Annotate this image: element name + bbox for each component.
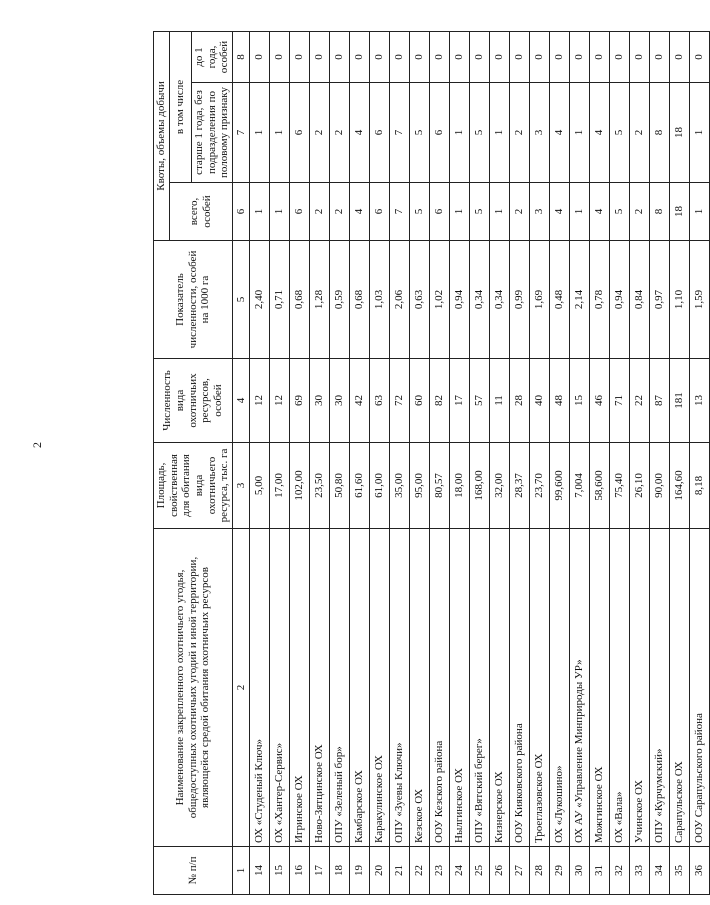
cell-name: ОПУ «Вятский берег» xyxy=(469,529,489,847)
table-row xyxy=(409,31,429,894)
cell-num: 24 xyxy=(449,847,469,895)
cell-total: 6 xyxy=(429,183,449,241)
cell-older: 4 xyxy=(349,83,369,183)
cell-count: 40 xyxy=(529,359,549,443)
cell-name: Игринское ОХ xyxy=(289,529,309,847)
col-index: 7 xyxy=(232,83,249,183)
cell-name: ОХ «Лукошино» xyxy=(549,529,569,847)
cell-younger: 0 xyxy=(269,31,289,82)
cell-younger: 0 xyxy=(629,31,649,82)
header-including: в том числе xyxy=(169,31,191,182)
cell-count: 30 xyxy=(309,359,329,443)
header-younger: до 1 года, особей xyxy=(191,31,232,82)
cell-density: 2,14 xyxy=(569,241,589,359)
cell-total: 8 xyxy=(649,183,669,241)
header-name: Наименование закрепленного охотничьего угодья, общедоступных охотничьих угодий и иной территории, являющейся средой обитания охотничьих ресурсов xyxy=(154,529,233,847)
cell-area: 50,80 xyxy=(329,443,349,529)
cell-younger: 0 xyxy=(609,31,629,82)
cell-younger: 0 xyxy=(329,31,349,82)
cell-count: 15 xyxy=(569,359,589,443)
cell-older: 1 xyxy=(689,83,709,183)
cell-total: 6 xyxy=(369,183,389,241)
cell-name: Учинское ОХ xyxy=(629,529,649,847)
cell-area: 164,60 xyxy=(669,443,689,529)
cell-name: ООУ Кияковского района xyxy=(509,529,529,847)
header-count: Численность вида охотничьих ресурсов, особей xyxy=(154,359,233,443)
cell-area: 5,00 xyxy=(249,443,269,529)
cell-name: ОХ «Хантер-Сервис» xyxy=(269,529,289,847)
quota-table xyxy=(153,31,710,895)
rotated-table-container xyxy=(153,32,706,895)
cell-num: 31 xyxy=(589,847,609,895)
cell-name: Кезское ОХ xyxy=(409,529,429,847)
cell-older: 5 xyxy=(409,83,429,183)
cell-density: 0,63 xyxy=(409,241,429,359)
cell-num: 19 xyxy=(349,847,369,895)
cell-area: 23,50 xyxy=(309,443,329,529)
table-row xyxy=(489,31,509,894)
cell-younger: 0 xyxy=(289,31,309,82)
cell-count: 48 xyxy=(549,359,569,443)
cell-older: 5 xyxy=(469,83,489,183)
cell-count: 46 xyxy=(589,359,609,443)
cell-density: 2,06 xyxy=(389,241,409,359)
cell-count: 63 xyxy=(369,359,389,443)
cell-num: 33 xyxy=(629,847,649,895)
cell-name: ООУ Кезского района xyxy=(429,529,449,847)
cell-total: 2 xyxy=(309,183,329,241)
cell-area: 23,70 xyxy=(529,443,549,529)
cell-younger: 0 xyxy=(589,31,609,82)
cell-name: ОПУ «Курчумский» xyxy=(649,529,669,847)
cell-older: 18 xyxy=(669,83,689,183)
cell-younger: 0 xyxy=(569,31,589,82)
table-body xyxy=(232,31,709,894)
table-row xyxy=(689,31,709,894)
cell-density: 1,28 xyxy=(309,241,329,359)
cell-count: 69 xyxy=(289,359,309,443)
cell-count: 11 xyxy=(489,359,509,443)
cell-younger: 0 xyxy=(649,31,669,82)
cell-count: 87 xyxy=(649,359,669,443)
cell-area: 61,60 xyxy=(349,443,369,529)
header-area: Площадь, свойственная для обитания вида охотничьего ресурса, тыс. га xyxy=(154,443,233,529)
cell-total: 2 xyxy=(509,183,529,241)
cell-older: 1 xyxy=(249,83,269,183)
cell-total: 5 xyxy=(469,183,489,241)
table-row xyxy=(649,31,669,894)
cell-count: 71 xyxy=(609,359,629,443)
col-index: 4 xyxy=(232,359,249,443)
cell-density: 1,10 xyxy=(669,241,689,359)
cell-total: 3 xyxy=(529,183,549,241)
table-row xyxy=(629,31,649,894)
table-row xyxy=(269,31,289,894)
cell-density: 0,78 xyxy=(589,241,609,359)
col-index: 1 xyxy=(232,847,249,895)
cell-area: 90,00 xyxy=(649,443,669,529)
cell-name: Сарапульское ОХ xyxy=(669,529,689,847)
cell-count: 12 xyxy=(269,359,289,443)
cell-name: Можгинское ОХ xyxy=(589,529,609,847)
cell-num: 21 xyxy=(389,847,409,895)
header-older: старше 1 года, без подразделения по половому признаку xyxy=(191,83,232,183)
table-row xyxy=(549,31,569,894)
cell-younger: 0 xyxy=(469,31,489,82)
cell-count: 57 xyxy=(469,359,489,443)
cell-older: 1 xyxy=(569,83,589,183)
cell-name: Каракулинское ОХ xyxy=(369,529,389,847)
cell-older: 4 xyxy=(549,83,569,183)
cell-older: 2 xyxy=(509,83,529,183)
cell-name: Камбарское ОХ xyxy=(349,529,369,847)
table-row xyxy=(249,31,269,894)
cell-density: 1,03 xyxy=(369,241,389,359)
cell-area: 7,004 xyxy=(569,443,589,529)
cell-older: 4 xyxy=(589,83,609,183)
cell-num: 34 xyxy=(649,847,669,895)
cell-name: ОПУ «Зуевы Ключи» xyxy=(389,529,409,847)
cell-count: 17 xyxy=(449,359,469,443)
cell-older: 1 xyxy=(489,83,509,183)
cell-total: 1 xyxy=(449,183,469,241)
cell-count: 30 xyxy=(329,359,349,443)
table-row xyxy=(529,31,549,894)
cell-num: 25 xyxy=(469,847,489,895)
cell-younger: 0 xyxy=(429,31,449,82)
cell-density: 1,69 xyxy=(529,241,549,359)
cell-area: 99,600 xyxy=(549,443,569,529)
table-row xyxy=(669,31,689,894)
cell-density: 0,34 xyxy=(469,241,489,359)
cell-density: 0,99 xyxy=(509,241,529,359)
cell-density: 0,94 xyxy=(609,241,629,359)
col-index: 3 xyxy=(232,443,249,529)
cell-younger: 0 xyxy=(409,31,429,82)
cell-num: 35 xyxy=(669,847,689,895)
cell-count: 22 xyxy=(629,359,649,443)
cell-name: ОХ «Вала» xyxy=(609,529,629,847)
header-density: Показатель численности, особей на 1000 га xyxy=(154,241,233,359)
cell-area: 102,00 xyxy=(289,443,309,529)
cell-total: 1 xyxy=(689,183,709,241)
table-row xyxy=(309,31,329,894)
cell-density: 1,02 xyxy=(429,241,449,359)
cell-older: 6 xyxy=(429,83,449,183)
cell-density: 0,71 xyxy=(269,241,289,359)
cell-older: 8 xyxy=(649,83,669,183)
cell-name: Нылгинское ОХ xyxy=(449,529,469,847)
cell-older: 2 xyxy=(629,83,649,183)
cell-num: 27 xyxy=(509,847,529,895)
cell-area: 168,00 xyxy=(469,443,489,529)
cell-total: 18 xyxy=(669,183,689,241)
cell-density: 0,94 xyxy=(449,241,469,359)
cell-count: 42 xyxy=(349,359,369,443)
cell-total: 7 xyxy=(389,183,409,241)
cell-num: 23 xyxy=(429,847,449,895)
cell-num: 28 xyxy=(529,847,549,895)
cell-count: 60 xyxy=(409,359,429,443)
cell-density: 2,40 xyxy=(249,241,269,359)
cell-older: 6 xyxy=(369,83,389,183)
cell-total: 1 xyxy=(569,183,589,241)
cell-area: 26,10 xyxy=(629,443,649,529)
cell-older: 2 xyxy=(309,83,329,183)
cell-area: 61,00 xyxy=(369,443,389,529)
cell-num: 14 xyxy=(249,847,269,895)
cell-younger: 0 xyxy=(309,31,329,82)
cell-count: 12 xyxy=(249,359,269,443)
header-total: всего, особей xyxy=(169,183,232,241)
cell-area: 95,00 xyxy=(409,443,429,529)
cell-total: 1 xyxy=(249,183,269,241)
cell-area: 35,00 xyxy=(389,443,409,529)
cell-younger: 0 xyxy=(549,31,569,82)
cell-density: 0,34 xyxy=(489,241,509,359)
cell-older: 3 xyxy=(529,83,549,183)
cell-younger: 0 xyxy=(389,31,409,82)
table-row xyxy=(289,31,309,894)
cell-area: 8,18 xyxy=(689,443,709,529)
cell-total: 5 xyxy=(609,183,629,241)
cell-density: 0,68 xyxy=(349,241,369,359)
col-index: 6 xyxy=(232,183,249,241)
cell-num: 16 xyxy=(289,847,309,895)
col-index: 5 xyxy=(232,241,249,359)
cell-younger: 0 xyxy=(449,31,469,82)
cell-area: 80,57 xyxy=(429,443,449,529)
cell-count: 82 xyxy=(429,359,449,443)
cell-total: 2 xyxy=(329,183,349,241)
cell-total: 4 xyxy=(589,183,609,241)
cell-younger: 0 xyxy=(489,31,509,82)
cell-name: ООУ Сарапульского района xyxy=(689,529,709,847)
cell-younger: 0 xyxy=(369,31,389,82)
cell-total: 4 xyxy=(349,183,369,241)
table-row xyxy=(429,31,449,894)
cell-total: 5 xyxy=(409,183,429,241)
cell-num: 17 xyxy=(309,847,329,895)
header-quota: Квоты, объемы добычи xyxy=(154,31,170,240)
cell-total: 2 xyxy=(629,183,649,241)
table-row xyxy=(449,31,469,894)
cell-total: 1 xyxy=(269,183,289,241)
cell-num: 15 xyxy=(269,847,289,895)
table-row xyxy=(369,31,389,894)
cell-older: 2 xyxy=(329,83,349,183)
column-index-row xyxy=(232,31,249,894)
table-row xyxy=(349,31,369,894)
cell-total: 4 xyxy=(549,183,569,241)
cell-density: 0,59 xyxy=(329,241,349,359)
col-index: 2 xyxy=(232,529,249,847)
cell-area: 58,600 xyxy=(589,443,609,529)
cell-name: Кизнерское ОХ xyxy=(489,529,509,847)
cell-num: 18 xyxy=(329,847,349,895)
table-row xyxy=(589,31,609,894)
table-row xyxy=(389,31,409,894)
cell-num: 32 xyxy=(609,847,629,895)
cell-area: 18,00 xyxy=(449,443,469,529)
cell-density: 0,84 xyxy=(629,241,649,359)
cell-density: 1,59 xyxy=(689,241,709,359)
cell-name: ОХ «Студеный Ключ» xyxy=(249,529,269,847)
cell-younger: 0 xyxy=(349,31,369,82)
cell-num: 30 xyxy=(569,847,589,895)
table-row xyxy=(569,31,589,894)
cell-area: 75,40 xyxy=(609,443,629,529)
cell-older: 1 xyxy=(449,83,469,183)
cell-younger: 0 xyxy=(689,31,709,82)
cell-total: 1 xyxy=(489,183,509,241)
cell-older: 1 xyxy=(269,83,289,183)
cell-name: Троеглазовское ОХ xyxy=(529,529,549,847)
cell-count: 72 xyxy=(389,359,409,443)
cell-older: 6 xyxy=(289,83,309,183)
cell-younger: 0 xyxy=(509,31,529,82)
cell-younger: 0 xyxy=(249,31,269,82)
cell-num: 29 xyxy=(549,847,569,895)
table-row xyxy=(509,31,529,894)
table-row xyxy=(609,31,629,894)
col-index: 8 xyxy=(232,31,249,82)
cell-num: 20 xyxy=(369,847,389,895)
cell-num: 26 xyxy=(489,847,509,895)
cell-name: Ново-Зятцинское ОХ xyxy=(309,529,329,847)
cell-density: 0,68 xyxy=(289,241,309,359)
cell-area: 28,37 xyxy=(509,443,529,529)
cell-name: ОПУ «Зеленый бор» xyxy=(329,529,349,847)
cell-density: 0,97 xyxy=(649,241,669,359)
cell-younger: 0 xyxy=(529,31,549,82)
cell-area: 17,00 xyxy=(269,443,289,529)
cell-count: 28 xyxy=(509,359,529,443)
cell-density: 0,48 xyxy=(549,241,569,359)
cell-num: 36 xyxy=(689,847,709,895)
page-number: 2 xyxy=(30,442,44,448)
cell-count: 181 xyxy=(669,359,689,443)
cell-total: 6 xyxy=(289,183,309,241)
table-row xyxy=(469,31,489,894)
header-num: № п/п xyxy=(154,847,233,895)
cell-area: 32,00 xyxy=(489,443,509,529)
cell-count: 13 xyxy=(689,359,709,443)
cell-older: 7 xyxy=(389,83,409,183)
table-row xyxy=(329,31,349,894)
cell-older: 5 xyxy=(609,83,629,183)
cell-younger: 0 xyxy=(669,31,689,82)
cell-name: ОХ АУ «Управление Минприроды УР» xyxy=(569,529,589,847)
cell-num: 22 xyxy=(409,847,429,895)
